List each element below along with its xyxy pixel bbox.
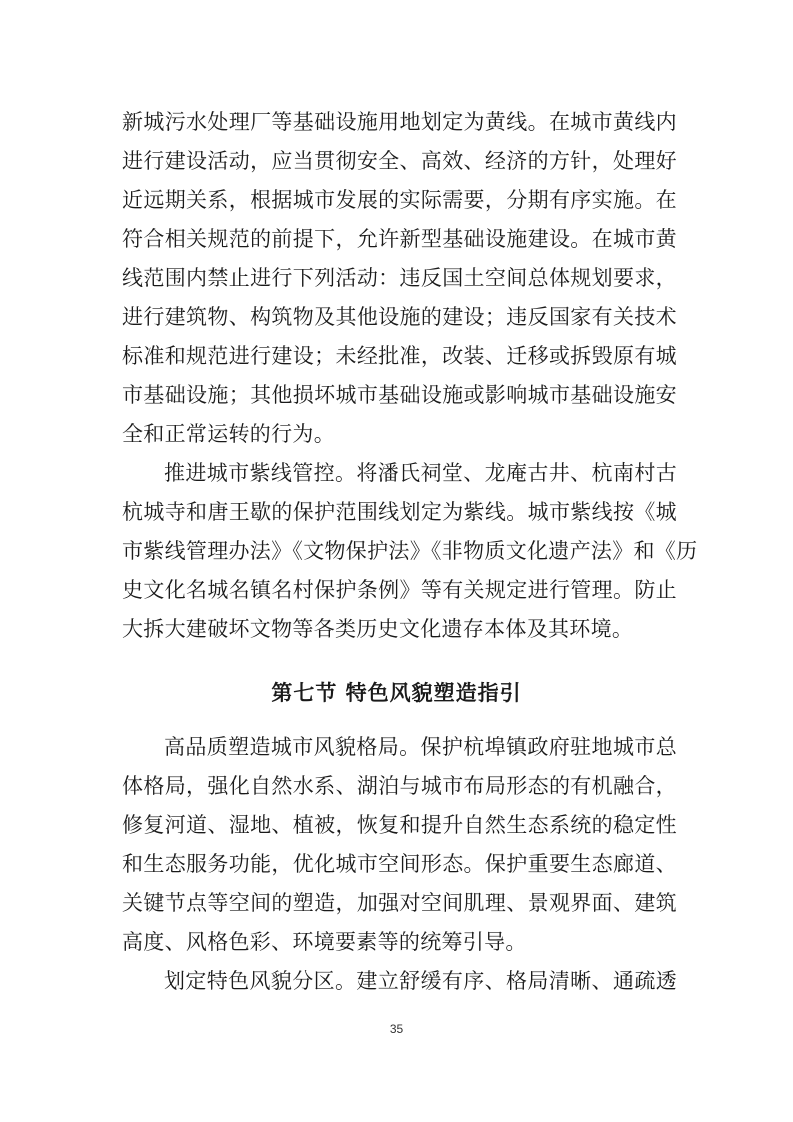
text-line: 进行建筑物、构筑物及其他设施的建设；违反国家有关技术 xyxy=(122,305,677,329)
text-line: 进行建设活动，应当贯彻安全、高效、经济的方针，处理好 xyxy=(122,149,677,173)
text-line: 标准和规范进行建设；未经批准，改装、迁移或拆毁原有城 xyxy=(122,344,677,368)
section-heading: 第七节 特色风貌塑造指引 xyxy=(271,680,522,705)
text-line: 近远期关系，根据城市发展的实际需要，分期有序实施。在 xyxy=(122,188,677,212)
text-line: 杭城寺和唐王歇的保护范围线划定为紫线。城市紫线按《城 xyxy=(122,500,677,524)
text-line: 线范围内禁止进行下列活动：违反国土空间总体规划要求， xyxy=(122,266,677,290)
text-line: 高品质塑造城市风貌格局。保护杭埠镇政府驻地城市总 xyxy=(164,735,677,759)
text-line: 市基础设施；其他损坏城市基础设施或影响城市基础设施安 xyxy=(122,383,677,407)
text-line: 关键节点等空间的塑造，加强对空间肌理、景观界面、建筑 xyxy=(122,891,677,915)
text-line: 和生态服务功能，优化城市空间形态。保护重要生态廊道、 xyxy=(122,852,677,876)
text-line: 修复河道、湿地、植被，恢复和提升自然生态系统的稳定性 xyxy=(122,813,677,837)
text-line: 符合相关规范的前提下，允许新型基础设施建设。在城市黄 xyxy=(122,227,677,251)
text-line: 全和正常运转的行为。 xyxy=(122,422,335,446)
text-line: 市紫线管理办法》《文物保护法》《非物质文化遗产法》和《历 xyxy=(122,539,698,563)
page-number: 35 xyxy=(389,1022,404,1036)
text-line: 新城污水处理厂等基础设施用地划定为黄线。在城市黄线内 xyxy=(122,110,677,134)
text-line: 推进城市紫线管控。将潘氏祠堂、龙庵古井、杭南村古 xyxy=(164,461,677,485)
text-line: 划定特色风貌分区。建立舒缓有序、格局清晰、通疏透 xyxy=(164,969,677,993)
text-line: 史文化名城名镇名村保护条例》等有关规定进行管理。防止 xyxy=(122,578,677,602)
text-line: 大拆大建破坏文物等各类历史文化遗存本体及其环境。 xyxy=(122,617,634,641)
text-line: 高度、风格色彩、环境要素等的统筹引导。 xyxy=(122,930,527,954)
text-line: 体格局，强化自然水系、湖泊与城市布局形态的有机融合， xyxy=(122,774,677,798)
